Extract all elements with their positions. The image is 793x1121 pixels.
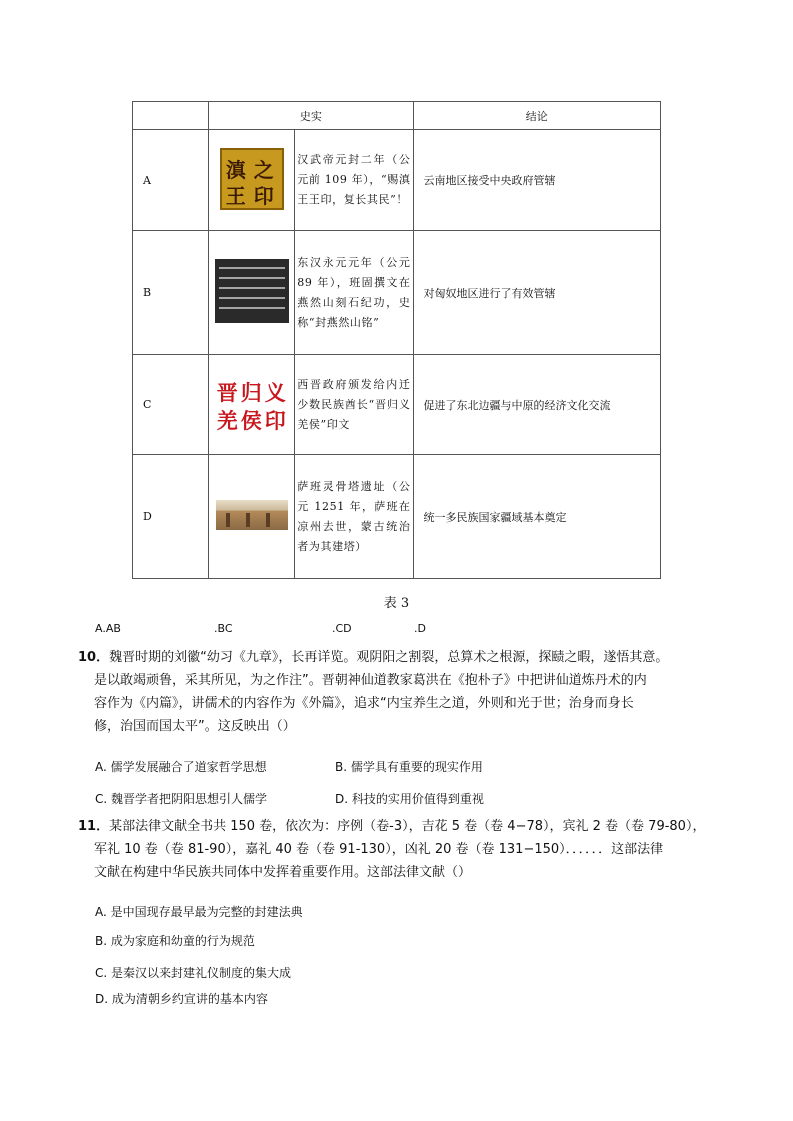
row-image (209, 231, 295, 355)
row-conclusion: 对匈奴地区进行了有效管辖 (413, 231, 660, 355)
row-image (209, 455, 295, 579)
q11-option-c: C. 是秦汉以来封建礼仪制度的集大成 (95, 966, 292, 980)
q10-option-a: A. 儒学发展融合了道家哲学思想 (95, 760, 267, 774)
question-line: 是以敢竭顽鲁，采其所见，为之作注”。晋朝神仙道教家葛洪在《抱朴子》中把讲仙道炼丹术的内 (94, 673, 647, 688)
q10-option-d: D. 科技的实用价值得到重视 (335, 792, 484, 806)
history-table (132, 101, 661, 579)
row-conclusion: 统一多民族国家疆域基本奠定 (413, 455, 660, 579)
q10-option-c: C. 魏晋学者把阴阳思想引人儒学 (95, 792, 268, 806)
row-label: C (133, 355, 209, 455)
q9-choice-b: .BC (214, 622, 233, 635)
row-fact: 汉武帝元封二年（公元前 109 年），“赐滇王王印，复长其民”！ (295, 130, 413, 231)
question-10 (78, 646, 718, 738)
stupa-photo (216, 500, 288, 530)
question-number: 11． (78, 819, 110, 834)
seal-image: 晋 归 义 羌 侯 印 (217, 373, 287, 433)
row-image (209, 355, 295, 455)
question-line: 军礼 10 卷（卷 81-90），嘉礼 40 卷（卷 91-130），凶礼 20 卷（卷 131−150）．．．．．．这部法律 (94, 842, 664, 857)
table-row (133, 455, 661, 579)
q11-option-a: A. 是中国现存最早最为完整的封建法典 (95, 905, 303, 919)
seal-image: 滇 之 王 印 (220, 148, 284, 210)
q9-choice-d: .D (414, 622, 426, 635)
question-line: 修，治国而国太平”。这反映出（） (94, 719, 296, 734)
question-text: 魏晋时期的刘徽“幼习《九章》，长再详览。观阴阳之割裂，总算术之根源，探赜之暇，遂悟其意。 (109, 650, 669, 665)
inscription-image (215, 259, 289, 323)
row-conclusion: 云南地区接受中央政府管辖 (413, 130, 660, 231)
q11-option-d: D. 成为清朝乡约宣讲的基本内容 (95, 992, 268, 1006)
table-row (133, 231, 661, 355)
header-blank (133, 102, 209, 130)
row-label: B (133, 231, 209, 355)
question-line (78, 815, 718, 838)
q10-option-b: B. 儒学具有重要的现实作用 (335, 760, 483, 774)
header-fact: 史实 (209, 102, 413, 130)
table-row (133, 130, 661, 231)
table-header-row (133, 102, 661, 130)
question-line (78, 646, 718, 669)
table-row (133, 355, 661, 455)
row-fact: 西晋政府颁发给内迁少数民族酋长“晋归义羌侯”印文 (295, 355, 413, 455)
row-fact: 萨班灵骨塔遗址（公元 1251 年，萨班在凉州去世，蒙古统治者为其建塔） (295, 455, 413, 579)
q11-option-b: B. 成为家庭和幼童的行为规范 (95, 934, 255, 948)
row-label: D (133, 455, 209, 579)
question-text: 某部法律文献全书共 150 卷，依次为：序例（卷-3），吉花 5 卷（卷 4−78），宾礼 2 卷（卷 79-80）， (109, 819, 706, 834)
question-line: 文献在构建中华民族共同体中发挥着重要作用。这部法律文献（） (94, 865, 472, 880)
question-number: 10． (78, 650, 110, 665)
row-conclusion: 促进了东北边疆与中原的经济文化交流 (413, 355, 660, 455)
row-label: A (133, 130, 209, 231)
table-caption: 表 3 (383, 596, 410, 611)
question-line: 容作为《内篇》，讲儒术的内容作为《外篇》，追求“内宝养生之道，外则和光于世；治身而身长 (94, 696, 634, 711)
q9-choice-a: A.AB (95, 622, 121, 635)
header-conclusion: 结论 (413, 102, 660, 130)
q9-choice-c: .CD (332, 622, 352, 635)
row-image (209, 130, 295, 231)
row-fact: 东汉永元元年（公元 89 年），班固撰文在燕然山刻石纪功，史称“封燕然山铭” (295, 231, 413, 355)
question-11 (78, 815, 718, 884)
